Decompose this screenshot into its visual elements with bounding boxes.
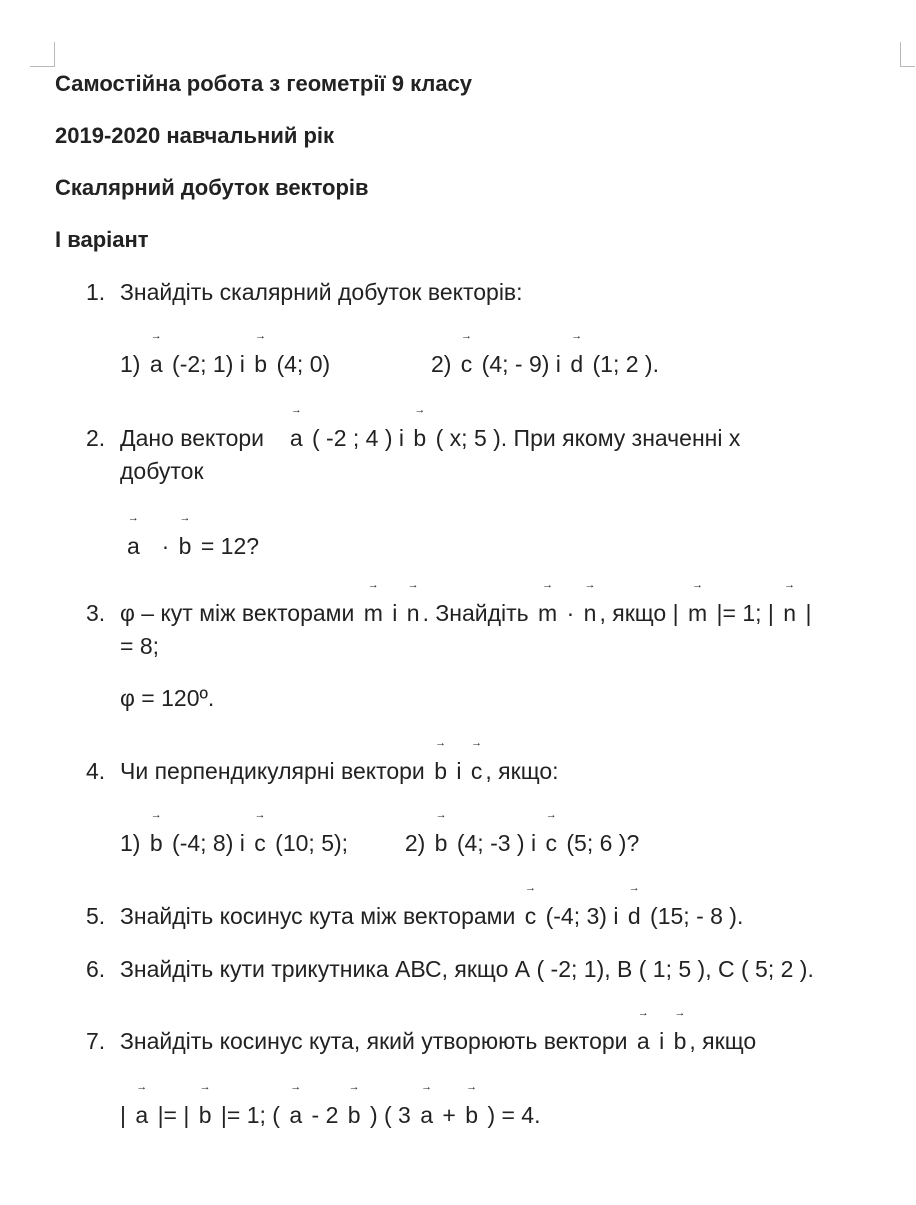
vector-a: → a [637,1027,650,1055]
vector-b: → b [179,532,192,560]
vector-a: → a [289,1101,302,1129]
vector-m: → m [364,599,383,627]
task-text: φ – кут між векторами → m і → n . Знайдіть → m · → n , якщо | → m |= 1; | → n | [120,599,811,627]
vector-b: → b [465,1101,478,1129]
vector-b: → b [199,1101,212,1129]
vector-n: → n [584,599,597,627]
vector-b: → b [413,424,426,452]
vector-d: → d [570,350,583,378]
vector-c: → c [461,350,473,378]
vector-c: → c [471,757,483,785]
vector-c: → c [546,829,558,857]
task-number: 5. [86,903,106,929]
task-7-condition: | → a |= | → b |= 1; ( → a - 2 → b ) ( 3 → a + → b ) = 4. [120,1101,541,1129]
task-4-parts: 1) → b (-4; 8) і → c (10; 5); 2) → b (4; -3 ) і → c (5; 6 )? [120,829,639,857]
vector-a: → a [150,350,163,378]
task-number: 3. [86,600,106,626]
task-number: 6. [86,956,106,982]
doc-topic: Скалярний добуток векторів [55,175,369,200]
task-1-parts: 1) → a (-2; 1) і → b (4; 0) 2) → c (4; - 9) і → d (1; 2 ). [120,350,659,378]
task-number: 7. [86,1028,106,1054]
doc-title: Самостійна робота з геометрії 9 класу [55,71,473,96]
vector-n: → n [783,599,796,627]
task-number: 2. [86,425,106,451]
vector-a: → a [420,1101,433,1129]
vector-m: → m [688,599,707,627]
task-number: 1. [86,279,106,305]
task-2-expression: → a · → b = 12? [124,532,259,560]
vector-n: → n [407,599,420,627]
vector-a: → a [135,1101,148,1129]
vector-b: → b [434,757,447,785]
vector-b: → b [254,350,267,378]
page-corner-mark-top-left [30,42,55,67]
vector-a: → a [127,532,140,560]
task-text: Дано вектори → a ( -2 ; 4 ) і → b ( x; 5 ). При якому значенні х [120,424,740,452]
task-text: Знайдіть скалярний добуток векторів: [120,279,523,305]
vector-b: → b [674,1027,687,1055]
doc-variant: І варіант [55,227,149,252]
page-corner-mark-top-right [900,42,915,67]
vector-m: → m [538,599,557,627]
task-text: Чи перпендикулярні вектори → b і → c , якщо: [120,757,559,785]
task-text: Знайдіть косинус кута між векторами → c (-4; 3) і → d (15; - 8 ). [120,902,743,930]
vector-d: → d [628,902,641,930]
task-text-continued: добуток [120,458,204,484]
vector-b: → b [150,829,163,857]
task-number: 4. [86,758,106,784]
doc-year: 2019-2020 навчальний рік [55,123,335,148]
task-text: Знайдіть косинус кута, який утворюють вектори → a і → b , якщо [120,1027,756,1055]
task-text: Знайдіть кути трикутника АВС, якщо А ( -2; 1), В ( 1; 5 ), С ( 5; 2 ). [120,956,814,982]
vector-b: → b [435,829,448,857]
task-text-continued: = 8; [120,633,160,659]
vector-b: → b [348,1101,361,1129]
vector-c: → c [254,829,266,857]
vector-a: → a [290,424,303,452]
task-condition: φ = 120º. [120,685,215,711]
vector-c: → c [525,902,537,930]
